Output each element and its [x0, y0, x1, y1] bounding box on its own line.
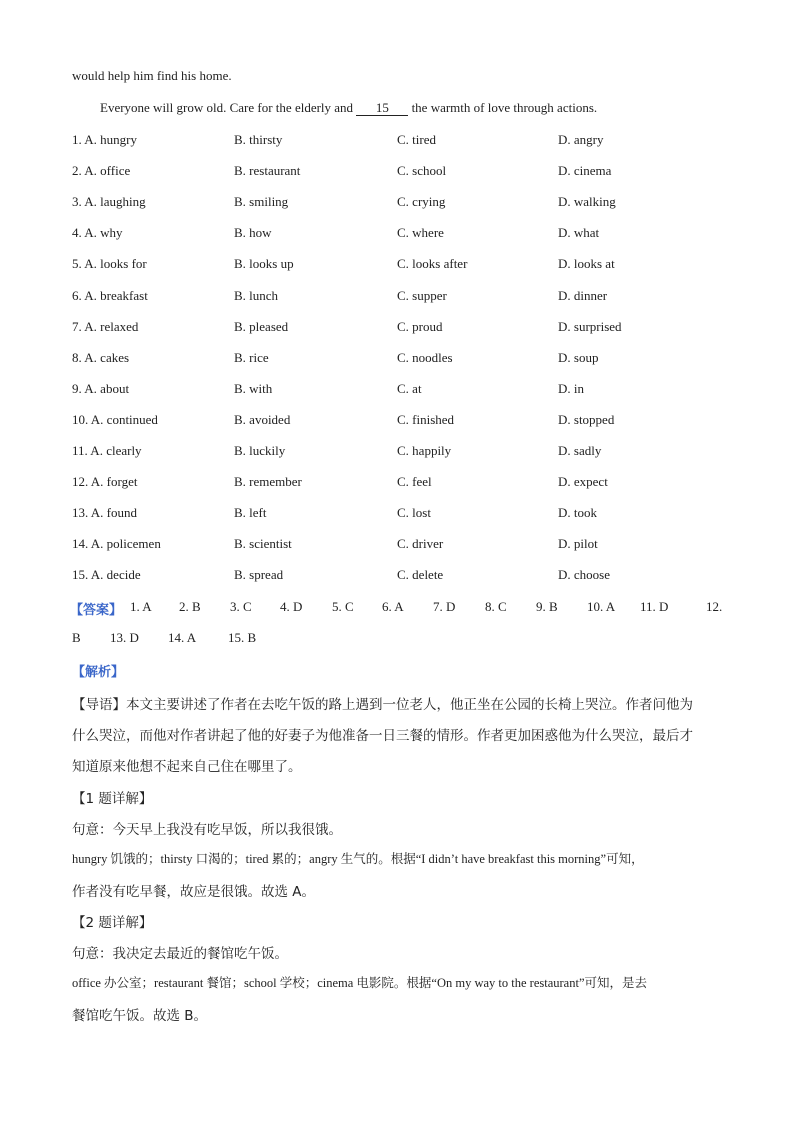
passage-line-2 — [100, 100, 597, 116]
question-row — [72, 381, 732, 399]
question-row — [72, 536, 732, 554]
option-a: 1. A. hungry — [72, 132, 137, 147]
question-row — [72, 163, 732, 181]
answer-item: 4. D — [280, 599, 303, 614]
question-row — [72, 256, 732, 274]
option-c: C. finished — [397, 411, 455, 427]
option-b: B. with — [234, 380, 273, 396]
q1-explain-1: hungry 饥饿的；thirsty 口渴的；tired 累的；angry 生气的。根据“I didn’t have breakfast this morning”可知， — [72, 852, 644, 866]
option-d: D. soup — [558, 349, 599, 365]
option-a: 13. A. found — [72, 505, 137, 521]
option-b: B. thirsty — [234, 132, 283, 147]
analysis-tag: 【解析】 — [72, 665, 125, 680]
option-d: D. expect — [558, 474, 608, 490]
option-c: C. tired — [397, 132, 436, 147]
answer-item: 3. C — [230, 599, 252, 614]
option-a: 3. A. laughing — [72, 194, 146, 210]
option-c: C. noodles — [397, 349, 453, 365]
answer-item: 11. D — [640, 599, 669, 614]
option-a: 10. A. continued — [72, 411, 158, 427]
option-b: B. luckily — [234, 443, 286, 458]
answer-item: 9. B — [536, 599, 558, 614]
option-c: C. happily — [397, 443, 452, 458]
question-row — [72, 474, 732, 492]
guide-tag: 【导语】 — [72, 697, 126, 713]
option-a: 8. A. cakes — [72, 349, 130, 365]
option-a: 14. A. policemen — [72, 536, 161, 552]
answer-item: 2. B — [179, 599, 201, 614]
q1-detail-header: 【1 题详解】 — [72, 791, 153, 807]
option-c: C. crying — [397, 194, 446, 210]
option-d: D. walking — [558, 194, 616, 210]
question-row — [72, 412, 732, 430]
q2-meaning: 句意：我决定去最近的餐馆吃午饭。 — [72, 946, 288, 962]
question-row — [72, 567, 732, 585]
option-d: D. dinner — [558, 287, 608, 303]
option-c: C. looks after — [397, 256, 468, 272]
question-row — [72, 350, 732, 368]
answer-item: 13. D — [110, 630, 139, 645]
option-d: D. in — [558, 380, 584, 396]
option-b: B. how — [234, 225, 272, 241]
option-b: B. remember — [234, 474, 302, 490]
option-b: B. scientist — [234, 536, 292, 552]
option-c: C. at — [397, 380, 422, 396]
option-b: B. lunch — [234, 287, 279, 303]
option-c: C. feel — [397, 474, 432, 490]
option-d: D. angry — [558, 132, 604, 147]
option-d: D. stopped — [558, 411, 615, 427]
option-c: C. proud — [397, 318, 443, 334]
guide-line-3: 知道原来他想不起来自己住在哪里了。 — [72, 759, 302, 775]
answer-item: B — [72, 630, 81, 645]
passage-text-before: Everyone will grow old. Care for the elderly and — [100, 100, 357, 115]
option-a: 9. A. about — [72, 380, 130, 396]
option-a: 11. A. clearly — [72, 443, 142, 458]
option-a: 2. A. office — [72, 163, 131, 179]
answer-item: 7. D — [433, 599, 456, 614]
answer-item: 14. A — [168, 630, 197, 645]
option-a: 12. A. forget — [72, 474, 138, 490]
question-row — [72, 319, 732, 337]
question-row — [72, 443, 732, 461]
option-d: D. cinema — [558, 163, 612, 179]
guide-line-2: 什么哭泣，而他对作者讲起了他的好妻子为他准备一日三餐的情形。作者更加困惑他为什么哭泣，最后才 — [72, 728, 693, 744]
option-b: B. restaurant — [234, 163, 301, 179]
option-b: B. pleased — [234, 318, 289, 334]
answer-item: 8. C — [485, 599, 507, 614]
option-b: B. left — [234, 505, 267, 521]
option-c: C. school — [397, 163, 447, 179]
question-row — [72, 505, 732, 523]
q1-explain-2: 作者没有吃早餐，故应是很饿。故选 A。 — [72, 884, 316, 900]
answer-item: 1. A — [130, 599, 152, 614]
option-b: B. smiling — [234, 194, 289, 210]
question-row — [72, 288, 732, 306]
option-d: D. surprised — [558, 318, 622, 334]
q2-detail-header: 【2 题详解】 — [72, 915, 153, 931]
answer-item: 12. — [706, 599, 723, 614]
option-d: D. sadly — [558, 443, 602, 458]
blank-15: 15 — [356, 101, 408, 116]
option-a: 6. A. breakfast — [72, 287, 148, 303]
option-b: B. looks up — [234, 256, 294, 272]
option-b: B. avoided — [234, 411, 291, 427]
option-b: B. rice — [234, 349, 269, 365]
option-a: 7. A. relaxed — [72, 318, 139, 334]
passage-line-1: would help him find his home. — [72, 68, 232, 83]
option-d: D. what — [558, 225, 600, 241]
question-row — [72, 225, 732, 243]
answer-item: 15. B — [228, 630, 257, 645]
guide-text-1: 本文主要讲述了作者在去吃午饭的路上遇到一位老人，他正坐在公园的长椅上哭泣。作者问他为 — [126, 697, 693, 713]
guide-line-1 — [72, 693, 693, 713]
option-b: B. spread — [234, 567, 284, 583]
q2-explain-2: 餐馆吃午饭。故选 B。 — [72, 1008, 208, 1024]
option-c: C. lost — [397, 505, 431, 521]
answer-item: 6. A — [382, 599, 404, 614]
option-d: D. pilot — [558, 536, 598, 552]
passage-text-after: the warmth of love through actions. — [408, 100, 598, 115]
answer-tag: 【答案】 — [70, 603, 123, 618]
option-c: C. driver — [397, 536, 444, 552]
answer-item: 10. A — [587, 599, 616, 614]
question-row — [72, 194, 732, 212]
q1-meaning: 句意：今天早上我没有吃早饭，所以我很饿。 — [72, 822, 342, 838]
q2-explain-1: office 办公室；restaurant 餐馆；school 学校；cinema 电影院。根据“On my way to the restaurant”可知，是去 — [72, 976, 647, 990]
option-d: D. choose — [558, 567, 610, 583]
option-d: D. took — [558, 505, 597, 521]
option-c: C. supper — [397, 287, 447, 303]
option-a: 5. A. looks for — [72, 256, 147, 272]
option-c: C. where — [397, 225, 444, 241]
option-c: C. delete — [397, 567, 444, 583]
option-d: D. looks at — [558, 256, 615, 272]
option-a: 4. A. why — [72, 225, 123, 241]
question-row — [72, 132, 732, 150]
answer-item: 5. C — [332, 599, 354, 614]
option-a: 15. A. decide — [72, 567, 141, 583]
